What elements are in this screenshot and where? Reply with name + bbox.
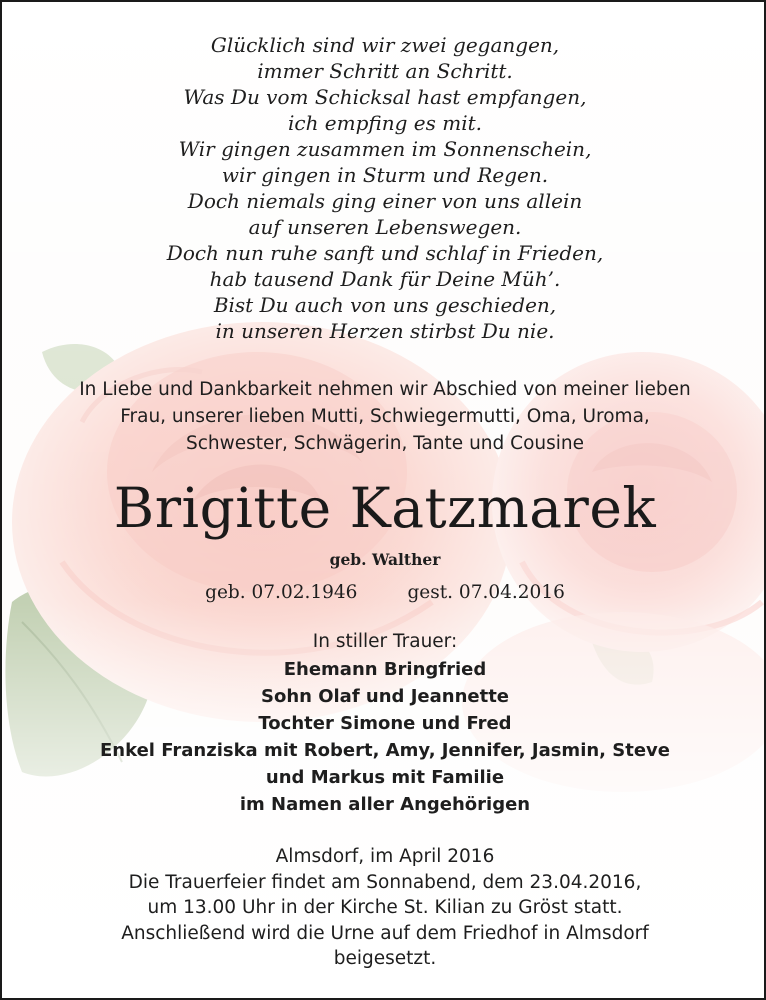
intro-line: In Liebe und Dankbarkeit nehmen wir Abschied von meiner lieben bbox=[79, 379, 691, 400]
birth-name: geb. Walther bbox=[329, 550, 441, 569]
poem-line: immer Schritt an Schritt. bbox=[257, 59, 513, 83]
poem-line: in unseren Herzen stirbst Du nie. bbox=[215, 319, 555, 343]
mourning-label: In stiller Trauer: bbox=[312, 631, 458, 652]
place-date: Almsdorf, im April 2016 bbox=[275, 846, 495, 867]
poem-line: Wir gingen zusammen im Sonnenschein, bbox=[178, 137, 592, 161]
intro-line: Schwester, Schwägerin, Tante und Cousine bbox=[186, 433, 584, 454]
poem-line: hab tausend Dank für Deine Müh’. bbox=[209, 267, 561, 291]
poem-line: auf unseren Lebenswegen. bbox=[248, 215, 522, 239]
funeral-details bbox=[2, 844, 766, 972]
intro-text bbox=[2, 376, 766, 457]
mourner-line: und Markus mit Familie bbox=[265, 767, 505, 788]
poem-line: Glücklich sind wir zwei gegangen, bbox=[210, 33, 560, 57]
poem-line: wir gingen in Sturm und Regen. bbox=[221, 163, 549, 187]
poem-line: Bist Du auch von uns geschieden, bbox=[213, 293, 557, 317]
mourner-line: Enkel Franziska mit Robert, Amy, Jennifer, Jasmin, Steve bbox=[100, 740, 670, 761]
poem-line: Was Du vom Schicksal hast empfangen, bbox=[183, 85, 587, 109]
funeral-line: um 13.00 Uhr in der Kirche St. Kilian zu Gröst statt. bbox=[147, 897, 623, 918]
mourner-line: Tochter Simone und Fred bbox=[258, 713, 512, 734]
mourner-line: im Namen aller Angehörigen bbox=[239, 794, 531, 815]
intro-line: Frau, unserer lieben Mutti, Schwiegermutti, Oma, Uroma, bbox=[120, 406, 650, 427]
funeral-line: Die Trauerfeier findet am Sonnabend, dem 23.04.2016, bbox=[128, 871, 642, 893]
mourner-line: Ehemann Bringfried bbox=[283, 659, 487, 680]
death-date: gest. 07.04.2016 bbox=[407, 582, 565, 603]
poem bbox=[2, 32, 766, 344]
poem-line: ich empfing es mit. bbox=[287, 111, 483, 135]
life-dates bbox=[2, 579, 766, 607]
birth-date: geb. 07.02.1946 bbox=[205, 582, 358, 603]
mourner-line: Sohn Olaf und Jeannette bbox=[260, 686, 510, 707]
mourners-list bbox=[2, 656, 766, 818]
poem-line: Doch nun ruhe sanft und schlaf in Frieden, bbox=[166, 241, 604, 265]
deceased-name: Brigitte Katzmarek bbox=[113, 476, 657, 540]
funeral-line: beigesetzt. bbox=[333, 948, 437, 969]
poem-line: Doch niemals ging einer von uns allein bbox=[187, 189, 583, 213]
funeral-line: Anschließend wird die Urne auf dem Friedhof in Almsdorf bbox=[121, 922, 649, 944]
